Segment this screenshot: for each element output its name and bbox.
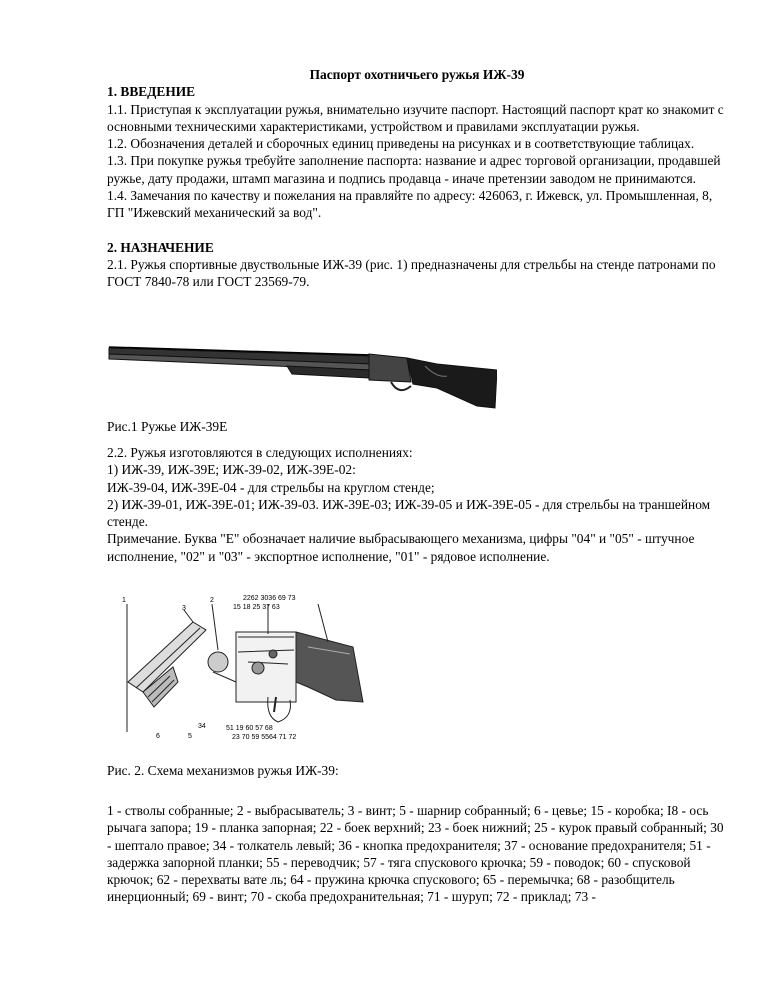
labels-top-row-2: 15 18 25 37 63 [233,604,280,611]
section-1-heading: 1. ВВЕДЕНИЕ [107,84,196,100]
paragraph-1-3: 1.3. При покупке ружья требуйте заполнение паспорта: название и адрес торговой организации, продавшей ружье, дату продажи, штамп магазина и подпись продавца - иначе претензии заводом не принимаются. [107,153,721,186]
figure-2-caption: Рис. 2. Схема механизмов ружья ИЖ-39: [107,763,339,778]
paragraph-2-2-variant-2: 2) ИЖ-39-01, ИЖ-39Е-01; ИЖ-39-03. ИЖ-39Е-03; ИЖ-39-05 и ИЖ-39Е-05 - для стрельбы на траншейном стенде. [107,496,711,530]
label-2: 2 [210,597,214,604]
label-3: 3 [182,605,186,612]
note-paragraph: Примечание. Буква "Е" обозначает наличие выбрасывающего механизма, цифры "04" и "05" - штучное исполнение, "02" и "03" - экспортное исполнение, "01" - рядовое исполнение. [107,531,695,564]
paragraph-1-1: 1.1. Приступая к эксплуатации ружья, внимательно изучите паспорт. Настоящий паспорт крат ко знакомит с основными техническими характеристиками, устройством и правилами эксплуатации ружья. [107,101,724,134]
paragraph-2-1: 2.1. Ружья спортивные двуствольные ИЖ-39 (рис. 1) предназначены для стрельбы на стенде патронами по ГОСТ 7840-78 или ГОСТ 23569-79. [107,256,716,290]
shotgun-figure [107,336,497,414]
figure-1-caption: Рис.1 Ружье ИЖ-39Е [107,419,228,434]
section-2-2 [107,444,727,565]
document-title: Паспорт охотничьего ружья ИЖ-39 [309,67,525,82]
paragraph-1-4: 1.4. Замечания по качеству и пожелания на правляйте по адресу: 426063, г. Ижевск, ул. Промышленная, 8, ГП "Ижевский механический за вод". [107,188,713,221]
label-1: 1 [122,597,126,604]
labels-top-row-1: 2262 3036 69 73 [243,595,296,602]
label-34: 34 [198,723,206,730]
label-5: 5 [188,733,192,740]
paragraph-1-2: 1.2. Обозначения деталей и сборочных единиц приведены на рисунках и в соответствующие таблицах. [107,136,695,152]
mechanism-diagram [118,592,368,742]
label-6: 6 [156,733,160,740]
paragraph-2-2-variant-1b: ИЖ-39-04, ИЖ-39Е-04 - для стрельбы на круглом стенде; [107,479,435,495]
labels-bottom-row-2: 23 70 59 5564 71 72 [232,734,297,741]
paragraph-2-2: 2.2. Ружья изготовляются в следующих исполнениях: [107,445,413,460]
parts-legend: 1 - стволы собранные; 2 - выбрасыватель; 3 - винт; 5 - шарнир собранный; 6 - цевье; 15 - коробка; I8 - ось рычага запора; 19 - планка запорная; 22 - боек верхний; 23 - боек нижний; 25 - курок правый собранный; 30 - шептало правое; 34 - толкатель левый; 36 - кнопка предохранителя; 37 - основание предохранителя; 51 - задержка запорной планки; 55 - переводчик; 57 - тяга спускового крючка; 59 - поводок; 60 - спусковой крючок; 62 - перехваты вате ль; 64 - пружина крючка спускового; 65 - перемычка; 68 - разобщитель инерционный; 69 - винт; 70 - скоба предохранительная; 71 - шуруп; 72 - приклад; 73 - [107,803,724,905]
document-body [107,66,727,291]
paragraph-2-2-variant-1: 1) ИЖ-39, ИЖ-39Е; ИЖ-39-02, ИЖ-39Е-02: [107,462,356,478]
section-2-heading: 2. НАЗНАЧЕНИЕ [107,239,214,255]
labels-bottom-row-1: 51 19 60 57 68 [226,725,273,732]
